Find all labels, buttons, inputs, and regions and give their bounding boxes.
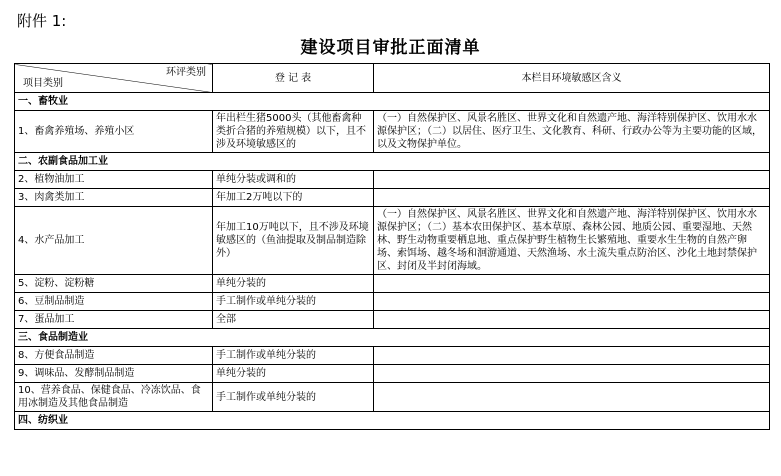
- sensitive-cell: （一）自然保护区、风景名胜区、世界文化和自然遗产地、海洋特别保护区、饮用水水源保护区；（二）以居住、医疗卫生、文化教育、科研、行政办公等为主要功能的区域，以及文物保护单位。: [374, 111, 770, 153]
- header-sensitive-area: 本栏目环境敏感区含义: [374, 64, 770, 93]
- table-row: [15, 171, 770, 189]
- section-title: 二、农副食品加工业: [15, 153, 770, 171]
- attachment-label: 附件 1:: [17, 12, 67, 30]
- item-cell: 5、淀粉、淀粉糖: [15, 275, 213, 293]
- header-project-category: 项目类别: [23, 78, 63, 89]
- table-row: [15, 383, 770, 412]
- register-cell: 全部: [213, 311, 374, 329]
- section-row: [15, 329, 770, 347]
- register-cell: 单纯分装的: [213, 365, 374, 383]
- table-row: [15, 189, 770, 207]
- item-cell: 10、营养食品、保健食品、冷冻饮品、食用冰制造及其他食品制造: [15, 383, 213, 412]
- register-cell: 年加工10万吨以下，且不涉及环境敏感区的（鱼油提取及制品制造除外）: [213, 207, 374, 275]
- sensitive-cell: [374, 383, 770, 412]
- section-title: 四、纺织业: [15, 412, 770, 430]
- item-cell: 3、肉禽类加工: [15, 189, 213, 207]
- register-cell: 年加工2万吨以下的: [213, 189, 374, 207]
- table-row: [15, 293, 770, 311]
- section-row: [15, 93, 770, 111]
- sensitive-cell: [374, 171, 770, 189]
- sensitive-cell: [374, 311, 770, 329]
- section-title: 一、畜牧业: [15, 93, 770, 111]
- item-cell: 8、方便食品制造: [15, 347, 213, 365]
- header-env-category: 环评类别: [166, 67, 206, 78]
- table-row: [15, 311, 770, 329]
- register-cell: 年出栏生猪5000头（其他畜禽种类折合猪的养殖规模）以下，且不涉及环境敏感区的: [213, 111, 374, 153]
- item-cell: 9、调味品、发酵制品制造: [15, 365, 213, 383]
- register-cell: 手工制作或单纯分装的: [213, 347, 374, 365]
- item-cell: 7、蛋品加工: [15, 311, 213, 329]
- table-row: [15, 347, 770, 365]
- sensitive-cell: （一）自然保护区、风景名胜区、世界文化和自然遗产地、海洋特别保护区、饮用水水源保护区；（二）基本农田保护区、基本草原、森林公园、地质公园、重要湿地、天然林、野生动物重要栖息地、重点保护野生植物生长繁殖地、重要水生生物的自然产卵场、索饵场、越冬场和洄游通道、天然渔场、水土流失重点防治区、沙化土地封禁保护区、封闭及半封闭海域。: [374, 207, 770, 275]
- document-title: 建设项目审批正面清单: [300, 38, 481, 58]
- register-cell: 单纯分装或调和的: [213, 171, 374, 189]
- section-row: [15, 153, 770, 171]
- item-cell: 1、畜禽养殖场、养殖小区: [15, 111, 213, 153]
- sensitive-cell: [374, 293, 770, 311]
- approval-list-table: [14, 63, 770, 430]
- register-cell: 手工制作或单纯分装的: [213, 383, 374, 412]
- register-cell: 手工制作或单纯分装的: [213, 293, 374, 311]
- table-row: [15, 275, 770, 293]
- sensitive-cell: [374, 347, 770, 365]
- section-row: [15, 412, 770, 430]
- table-row: [15, 111, 770, 153]
- sensitive-cell: [374, 275, 770, 293]
- item-cell: 2、植物油加工: [15, 171, 213, 189]
- section-title: 三、食品制造业: [15, 329, 770, 347]
- sensitive-cell: [374, 365, 770, 383]
- header-register-form: 登 记 表: [213, 64, 374, 93]
- header-row: [15, 64, 770, 93]
- register-cell: 单纯分装的: [213, 275, 374, 293]
- table-row: [15, 207, 770, 275]
- item-cell: 4、水产品加工: [15, 207, 213, 275]
- item-cell: 6、豆制品制造: [15, 293, 213, 311]
- diagonal-header-cell: [15, 64, 213, 93]
- table-row: [15, 365, 770, 383]
- sensitive-cell: [374, 189, 770, 207]
